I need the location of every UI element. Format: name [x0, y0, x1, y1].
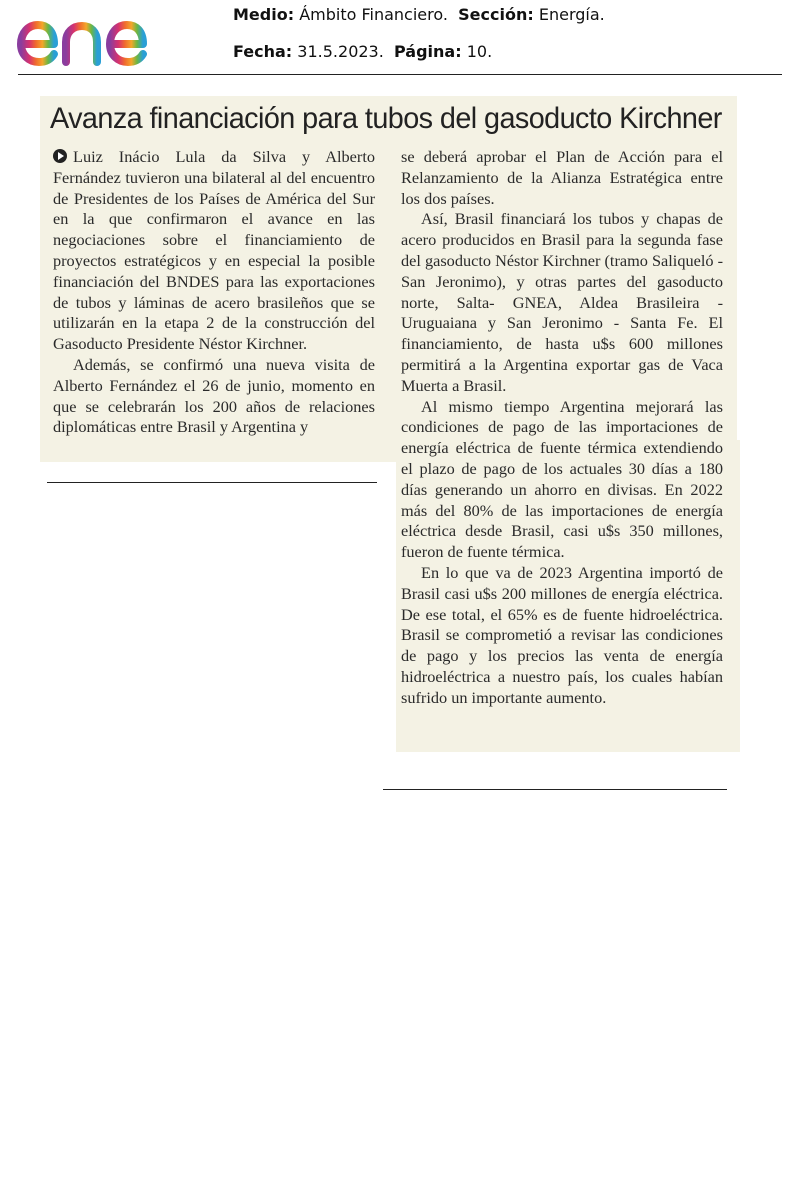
article-paragraph: En lo que va de 2023 Argentina importó de Brasil casi u$s 200 millones de energía eléctrica. De ese total, el 65% es de fuente hidroeléctrica. Brasil se comprometió a revisar las condiciones de pago y los precios las venta de energía hidroeléctrica a nuestro país, los cuales habían sufrido un importante aumento. — [401, 562, 723, 707]
medium-value: Ámbito Financiero. — [299, 5, 448, 24]
article-paragraph — [53, 147, 375, 355]
page-value: 10. — [466, 42, 493, 61]
play-circle-icon — [53, 149, 67, 163]
date-label: Fecha: — [233, 42, 293, 61]
article-column-left — [53, 147, 375, 438]
section-label: Sección: — [458, 5, 534, 24]
enel-logo — [16, 4, 180, 68]
page-label: Página: — [393, 42, 462, 61]
column-end-rule-right — [383, 789, 727, 790]
clipping-meta-line-2 — [233, 42, 492, 61]
section-value: Energía. — [538, 5, 605, 24]
header-divider — [18, 74, 782, 75]
article-column-right — [401, 147, 723, 709]
article-headline: Avanza financiación para tubos del gasoducto Kirchner — [50, 102, 722, 135]
clipping-meta-line-1 — [233, 5, 605, 24]
article-paragraph: Así, Brasil financiará los tubos y chapas de acero producidos en Brasil para la segunda fase del gasoducto Néstor Kirchner (tramo Saliqueló - San Jeronimo), y otras partes del gasoducto norte, Salta- GNEA, Aldea Brasileira - Uruguaiana y San Jeronimo - Santa Fe. El financiamiento, de hasta u$s 600 millones permitirá a la Argentina exportar gas de Vaca Muerta a Brasil. — [401, 209, 723, 395]
article-paragraph: Además, se confirmó una nueva visita de Alberto Fernández el 26 de junio, momento en que se celebrarán los 200 años de relaciones diplomáticas entre Brasil y Argentina y — [53, 354, 375, 437]
column-end-rule-left — [47, 482, 377, 483]
date-value: 31.5.2023. — [297, 42, 384, 61]
article-paragraph: se deberá aprobar el Plan de Acción para el Relanzamiento de la Alianza Estratégica entre los dos países. — [401, 147, 723, 208]
paragraph-text: Luiz Inácio Lula da Silva y Alberto Fernández tuvieron una bilateral al del encuentro de Presidentes de los Países de América del Sur en la que confirmaron el avance en las negociaciones sobre el financiamiento de proyectos estratégicos y en especial la posible financiación del BNDES para las exportaciones de tubos y láminas de acero brasileños que se utilizarán en la etapa 2 de la construcción del Gasoducto Presidente Néstor Kirchner. — [53, 147, 375, 354]
medium-label: Medio: — [233, 5, 295, 24]
article-paragraph: Al mismo tiempo Argentina mejorará las condiciones de pago de las importaciones de energía eléctrica de fuente térmica extendiendo el plazo de pago de los actuales 30 días a 180 días generando un ahorro en divisas. En 2022 más del 80% de las importaciones de energía eléctrica desde Brasil, casi u$s 350 millones, fueron de fuente térmica. — [401, 396, 723, 562]
